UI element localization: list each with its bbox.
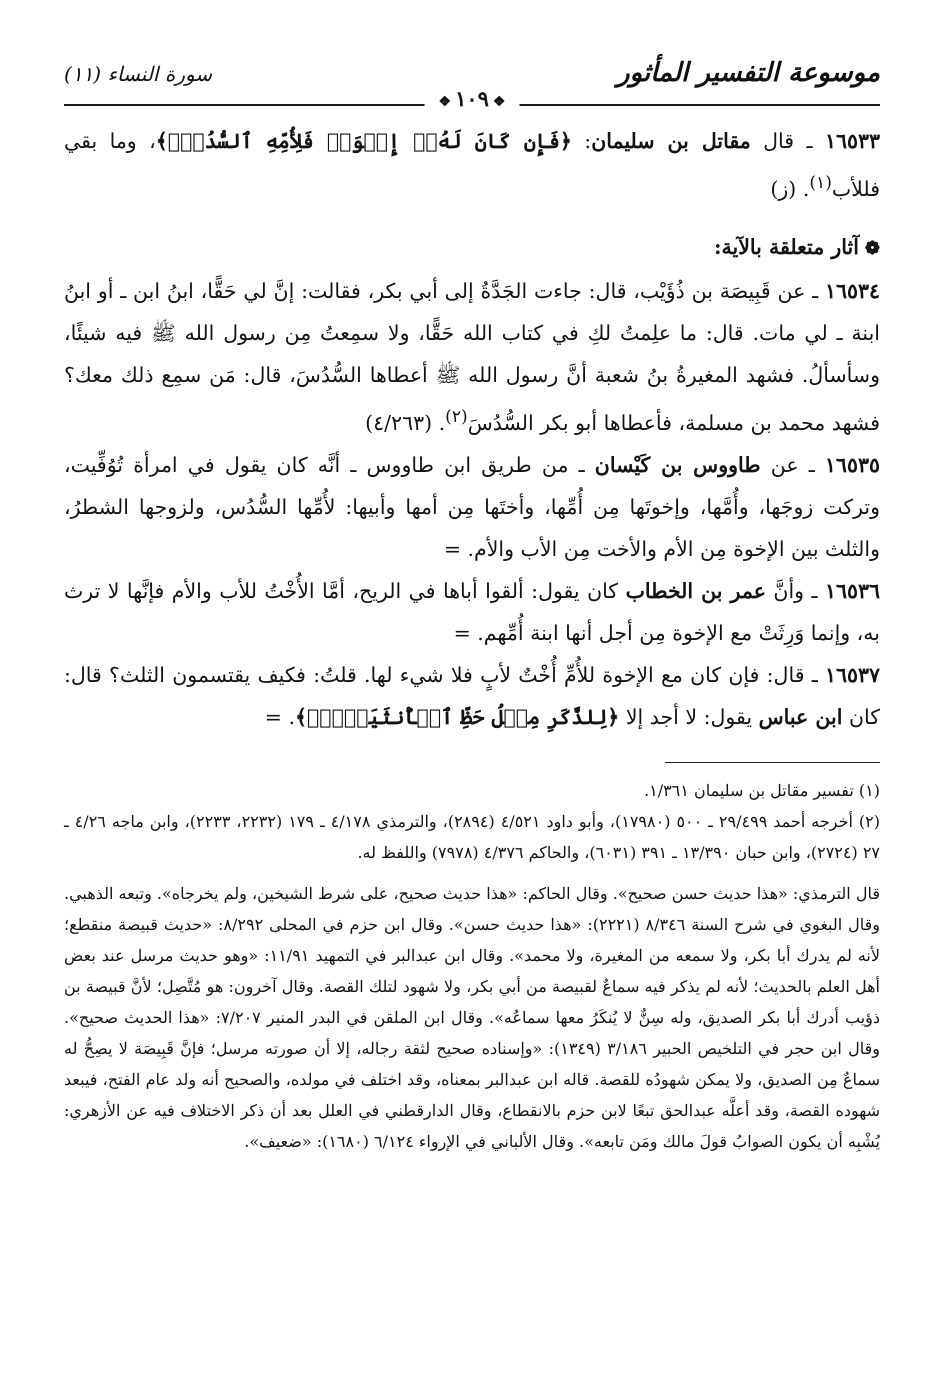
quran-verse: ﴿فَإِن كَانَ لَهُۥٓ إِخۡوَةٞ فَلِأُمِّهِ ٱلسُّدُسُۚ﴾: [155, 129, 572, 153]
narrator-name: ابن عباس: [758, 704, 843, 729]
athar-number: ١٦٥٣٦: [824, 578, 880, 603]
main-text: [64, 120, 880, 738]
text-span: . (ز): [770, 176, 810, 201]
narrator-name: مقاتل بن سليمان: [591, 129, 751, 153]
quran-verse: ﴿لِلذَّكَرِ مِثۡلُ حَظِّ ٱلۡأُنثَيَيۡنِۚ﴾: [294, 704, 620, 729]
athar-paragraph: [64, 270, 880, 444]
page-number: ١٠٩: [455, 86, 489, 111]
surah-name: سورة النساء (١١): [64, 62, 213, 86]
footnote-gap: [64, 868, 880, 878]
text-span: ـ قال: [750, 129, 825, 153]
page-header: [64, 52, 880, 111]
ornament-icon: ❖: [492, 94, 506, 110]
footnote-separator: [665, 762, 880, 763]
ornament-icon: ❖: [438, 94, 452, 110]
text-span: ـ عن: [760, 452, 825, 477]
text-span: ـ وأنَّ: [765, 578, 825, 603]
footnote-ref[interactable]: (١): [809, 173, 832, 193]
athar-paragraph: [64, 654, 880, 738]
footnote: (٢) أخرجه أحمد ٢٩/٤٩٩ ـ ٥٠٠ (١٧٩٨٠)، وأبو داود ٤/٥٢١ (٢٨٩٤)، والترمذي ٤/١٧٨ ـ ١٧٩ (٢٢٣٢، ٢٢٣٣)، وابن ماجه ٤/٢٦ ـ ٢٧ (٢٧٢٤)، وابن حبان ١٣/٣٩٠ ـ ٣٩١ (٦٠٣١)، والحاكم ٤/٣٧٦ (٧٩٧٨) واللفظ له.: [64, 811, 881, 862]
book-page: [64, 52, 880, 1157]
text-span: كان يقول: ألقوا أباها في الريح، أمَّا الأُخْتُ للأب والأم فإنَّها لا ترث به، وإنما وَرِثَتْ مع الإخوة مِن أجل أنها ابنة أُمِّهم. =: [64, 578, 880, 645]
footnote: (١) تفسير مقاتل بن سليمان ١/٣٦١.: [644, 780, 880, 800]
page-number-ornament: [425, 86, 520, 111]
athar-paragraph: [64, 120, 880, 210]
text-span: يقول: لا أجد إلا: [619, 704, 759, 729]
footnote: قال الترمذي: «هذا حديث حسن صحيح». وقال الحاكم: «هذا حديث صحيح، على شرط الشيخين، ولم يخرجاه». وتبعه الذهبي. وقال البغوي في شرح السنة ٨/٣٤٦ (٢٢٢١): «هذا حديث حسن». وقال ابن حزم في المحلى ٨/٢٩٢: «حديث قبيصة منقطع؛ لأنه لم يدرك أبا بكر، ولا سمعه من المغيرة، ولا محمد». وقال ابن عبدالبر في التمهيد ١١/٩١: «وهو حديث مرسل عند بعض أهل العلم بالحديث؛ لأنه لم يذكر فيه سماعٌ لقبيصة من أبي بكر، ولا شهود لتلك القصة. وقال آخرون: هو مُتَّصِل؛ لأنَّ قبيصة بن ذؤيب أدرك أبا بكر الصديق، وله سِنٌّ لا يُنكَرُ معها سماعُه». وقال ابن الملقن في البدر المنير ٧/٢٠٧: «هذا الحديث صحيح». وقال ابن حجر في التلخيص الحبير ٣/١٨٦ (١٣٤٩): «وإسناده صحيح لثقة رجاله، إلا أن صورته مرسل؛ فإنَّ قَبِيصَة لا يصِحُّ له سماعٌ مِن الصديق، ولا يمكن شهودُه للقصة. قاله ابن عبدالبر بمعناه، وقد اختلف في مولده، والصحيح أنه ولد عام الفتح، فيبعد شهوده القصة، وقد أعلَّه عبدالحق تبعًا لابن حزم بالانقطاع، وقال الدارقطني في العلل بعد أن ذكر الاختلاف فيه عن الأزهري: يُشْبِه أن يكون الصوابُ قولَ مالك ومَن تابعه». وقال الألباني في الإرواء ٦/١٢٤ (١٦٨٠): «ضعيف».: [64, 883, 881, 1151]
text-span: ـ قال: فإن كان مع الإخوة للأُمِّ أُخْتٌ لأبٍ فلا شيء لها. قلتُ: فكيف يقتسمون الثلث؟ قال: كان: [64, 662, 880, 729]
narrator-name: طاووس بن كَيْسان: [594, 452, 761, 477]
text-span: . (٤/٢٦٣): [365, 410, 446, 435]
flower-icon: ❁: [864, 237, 880, 259]
text-span: . =: [264, 704, 295, 729]
athar-paragraph: [64, 570, 880, 654]
text-span: ـ من طريق ابن طاووس ـ أنَّه كان يقول في امرأة تُوُفِّيت، وتركت زوجَها، وأُمَّها، وإخوتَها مِن أُمِّها، وأختَها مِن أمها وأبيها: لأُمِّها السُّدُس، ولزوجها الشطرُ، والثلث بين الإخوة مِن الأم والأخت مِن الأب والأم. =: [64, 452, 880, 561]
athar-number: ١٦٥٣٤: [824, 278, 880, 303]
athar-number: ١٦٥٣٣: [824, 129, 880, 153]
section-heading: [64, 226, 880, 270]
text-span: :: [571, 129, 592, 153]
text-span: ـ عن قَبِيصَة بن ذُؤَيْب، قال: جاءت الجَدَّةُ إلى أبي بكر، فقالت: إنَّ لي حَقًّا، ابنُ ابن ـ أو ابنُ ابنة ـ لي مات. قال: ما علِمتُ لكِ في كتاب الله حَقًّا، ولا سمِعتُ مِن رسول الله ﷺ فيه شيئًا، وسأسألُ. فشهد المغيرةُ بنُ شعبة أنَّ رسول الله ﷺ أعطاها السُّدُسَ، قال: مَن سمِع ذلك معك؟ فشهد محمد بن مسلمة، فأعطاها أبو بكر السُّدُسَ: [64, 278, 880, 435]
athar-number: ١٦٥٣٥: [824, 452, 880, 477]
narrator-name: عمر بن الخطاب: [625, 578, 766, 603]
athar-paragraph: [64, 444, 880, 570]
heading-text: آثار متعلقة بالآية:: [713, 234, 859, 259]
footnotes: [64, 775, 880, 1157]
book-title: موسوعة التفسير المأثور: [617, 58, 880, 88]
athar-number: ١٦٥٣٧: [824, 662, 880, 687]
text-span: ، وما بقي فللأب: [64, 129, 880, 201]
footnote-ref[interactable]: (٢): [445, 406, 468, 427]
